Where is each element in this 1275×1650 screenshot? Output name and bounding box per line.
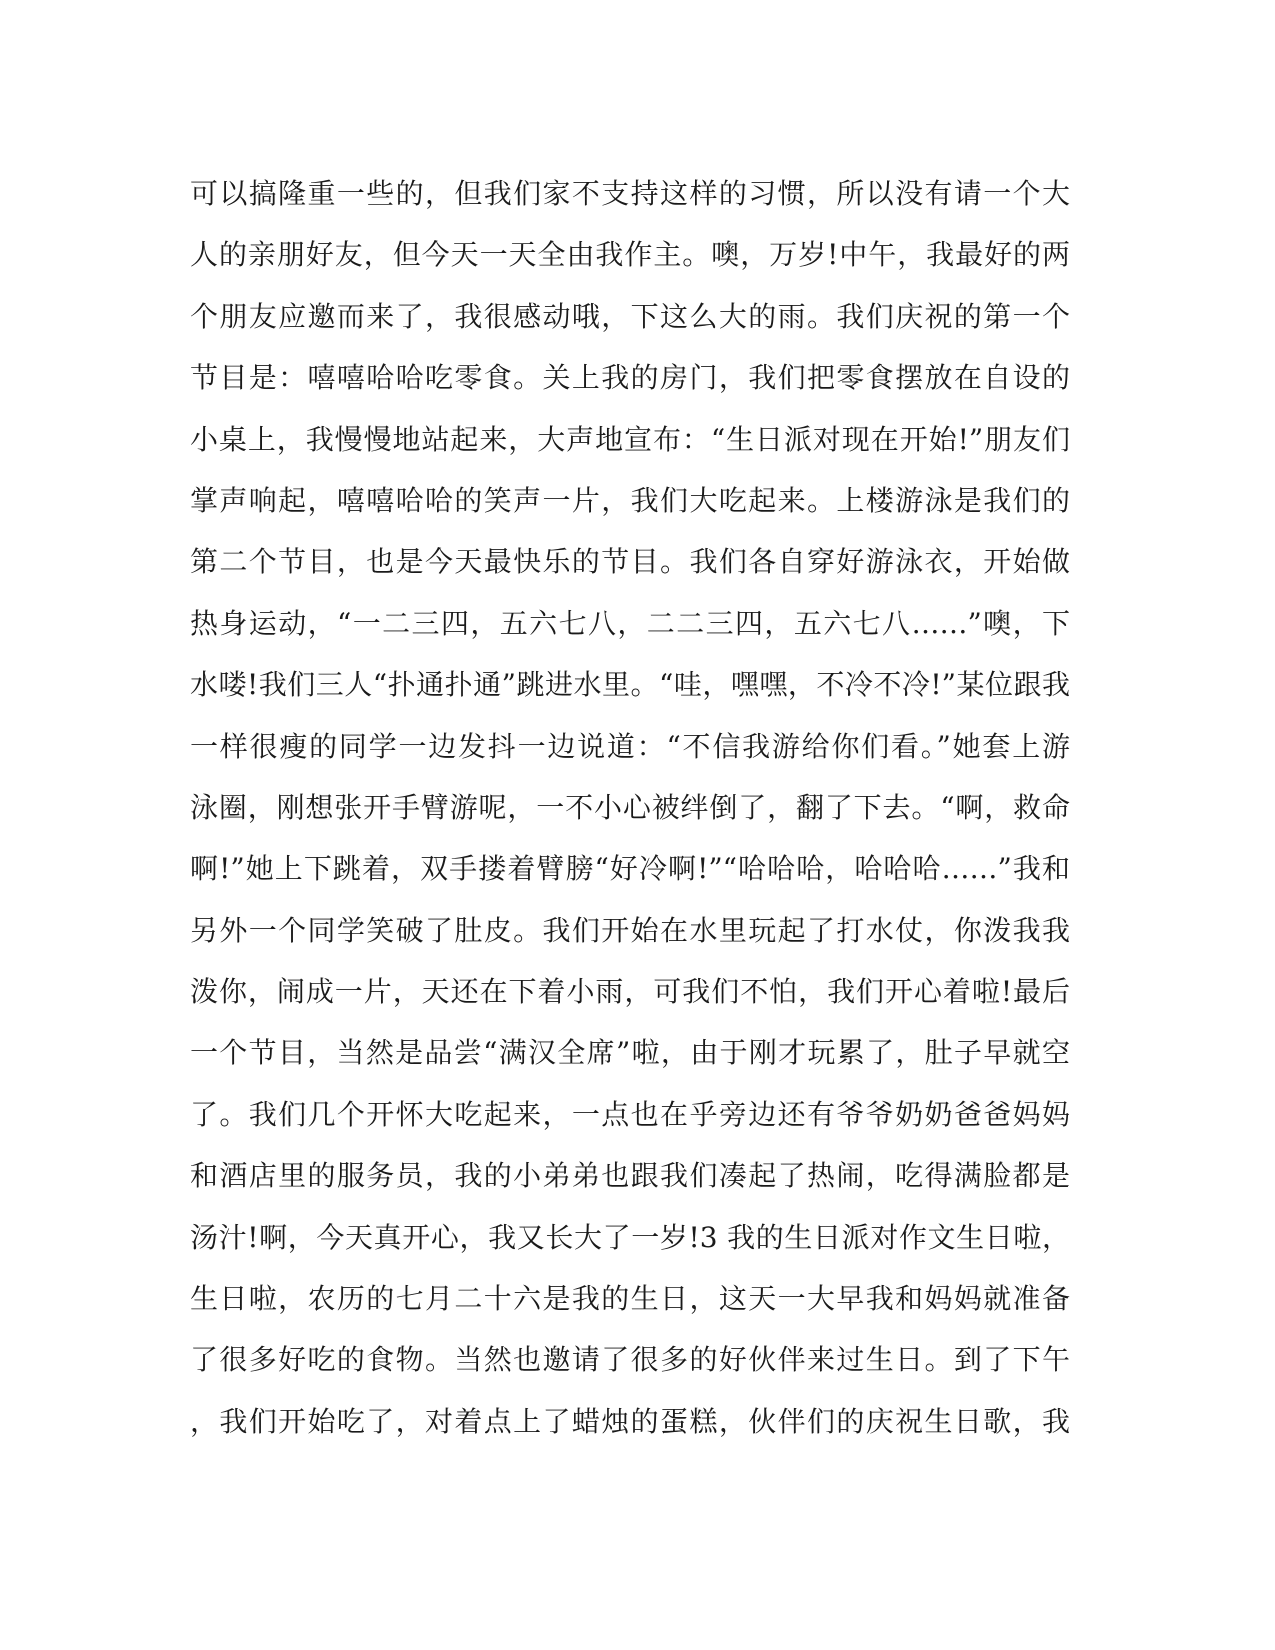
text-line: 泳圈，刚想张开手臂游呢，一不小心被绊倒了，翻了下去。“啊，救命 [190,790,1070,824]
text-line: 一个节目，当然是品尝“满汉全席”啦，由于刚才玩累了，肚子早就空 [190,1036,1070,1070]
text-line: 啊!”她上下跳着，双手搂着臂膀“好冷啊!”“哈哈哈，哈哈哈……”我和 [190,852,1070,886]
text-line: 水喽!我们三人“扑通扑通”跳进水里。“哇，嘿嘿，不冷不冷!”某位跟我 [190,668,1070,702]
body-text [190,163,1070,1452]
text-line: 节目是：嘻嘻哈哈吃零食。关上我的房门，我们把零食摆放在自设的 [190,361,1070,395]
text-line: 热身运动，“一二三四，五六七八，二二三四，五六七八……”噢，下 [190,606,1070,640]
text-line: 生日啦，农历的七月二十六是我的生日，这天一大早我和妈妈就准备 [190,1282,1070,1316]
text-line: 小桌上，我慢慢地站起来，大声地宣布：“生日派对现在开始!”朋友们 [190,422,1070,456]
text-line: 了很多好吃的食物。当然也邀请了很多的好伙伴来过生日。到了下午 [190,1343,1070,1377]
text-line: 可以搞隆重一些的，但我们家不支持这样的习惯，所以没有请一个大 [190,177,1070,210]
text-line: 个朋友应邀而来了，我很感动哦，下这么大的雨。我们庆祝的第一个 [190,299,1070,333]
text-line: ，我们开始吃了，对着点上了蜡烛的蛋糕，伙伴们的庆祝生日歌，我 [190,1404,1070,1438]
text-line: 了。我们几个开怀大吃起来，一点也在乎旁边还有爷爷奶奶爸爸妈妈 [190,1097,1070,1131]
text-line: 泼你，闹成一片，天还在下着小雨，可我们不怕，我们开心着啦!最后 [190,975,1070,1009]
text-line: 和酒店里的服务员，我的小弟弟也跟我们凑起了热闹，吃得满脸都是 [190,1159,1070,1193]
text-line: 一样很瘦的同学一边发抖一边说道：“不信我游给你们看。”她套上游 [190,729,1070,763]
text-line: 掌声响起，嘻嘻哈哈的笑声一片，我们大吃起来。上楼游泳是我们的 [190,483,1070,517]
text-line: 第二个节目，也是今天最快乐的节目。我们各自穿好游泳衣，开始做 [190,545,1070,579]
text-line: 汤汁!啊，今天真开心，我又长大了一岁!3 我的生日派对作文生日啦， [190,1220,1070,1254]
text-line: 另外一个同学笑破了肚皮。我们开始在水里玩起了打水仗，你泼我我 [190,913,1070,947]
text-line: 人的亲朋好友，但今天一天全由我作主。噢，万岁!中午，我最好的两 [190,238,1070,272]
